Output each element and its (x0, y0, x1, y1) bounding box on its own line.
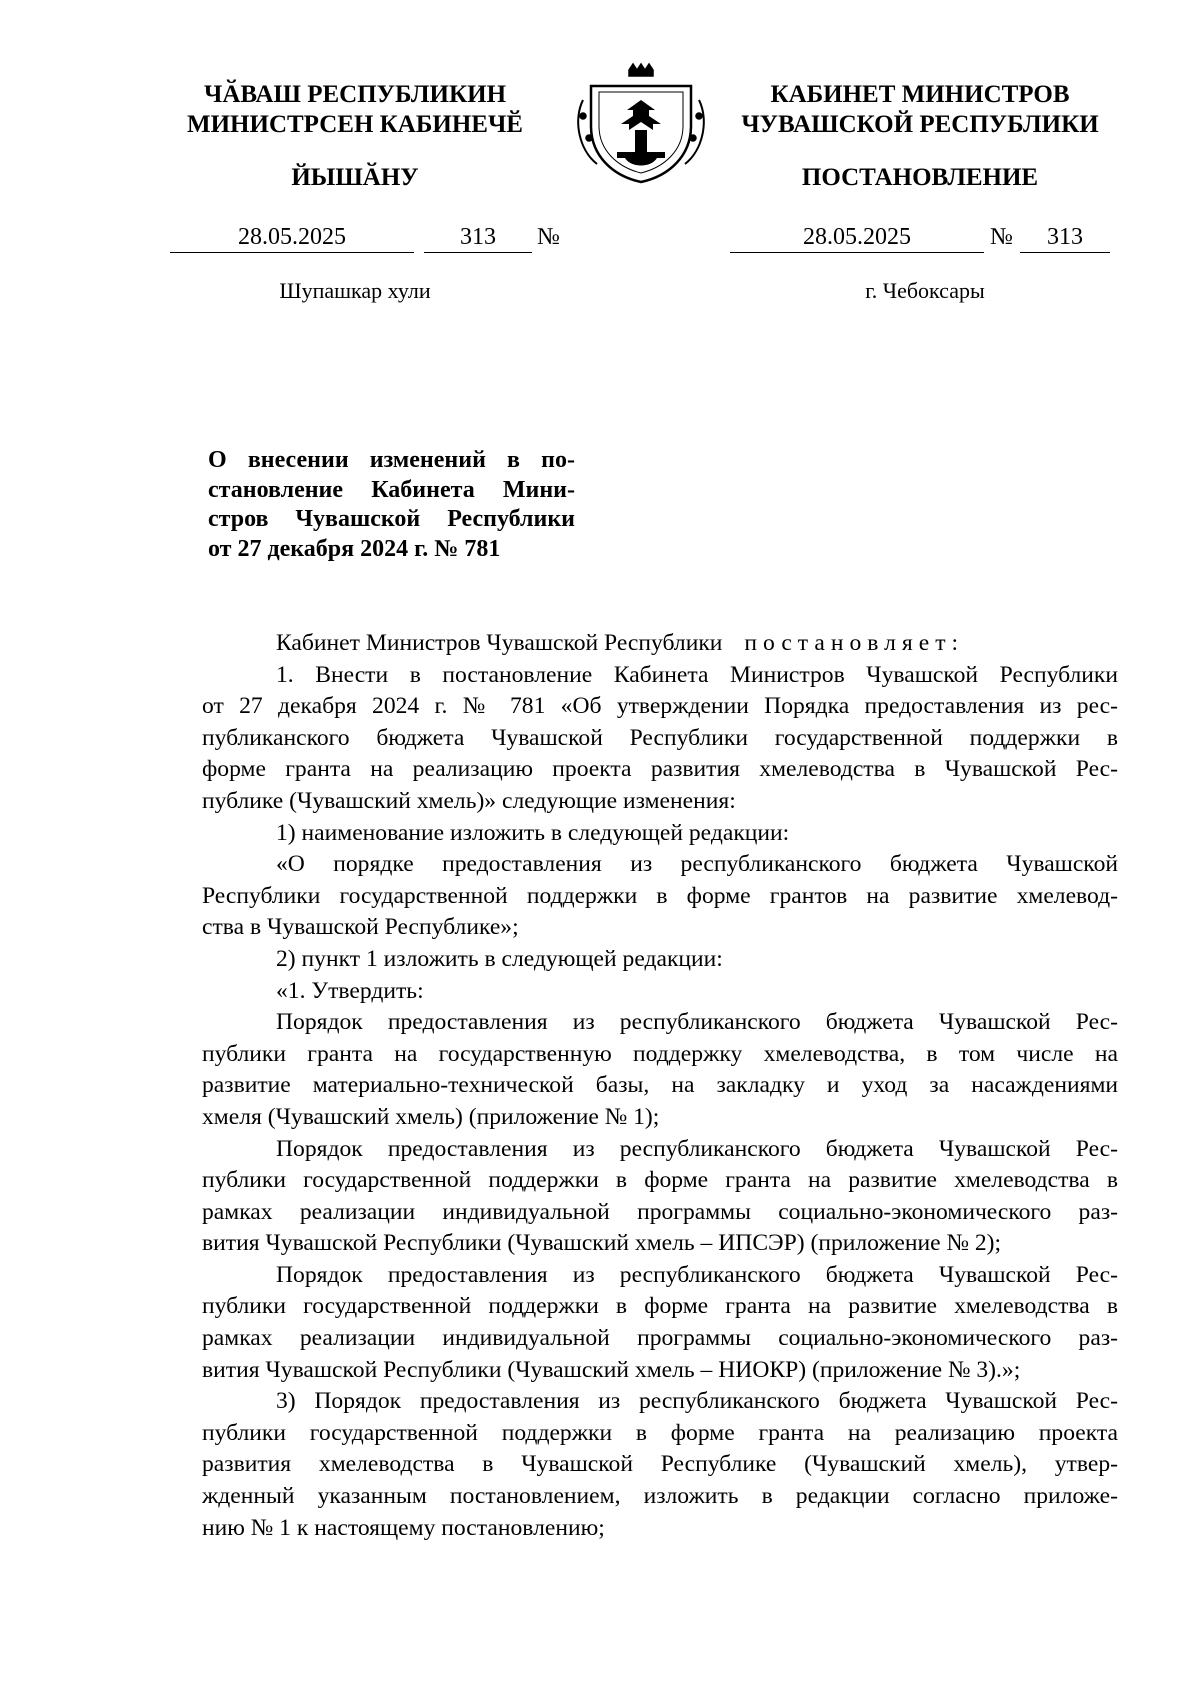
subject-line: О внесении изменений в по- (208, 447, 575, 473)
body-line: 1. Внести в постановление Кабинета Министров Чувашской Республики (276, 661, 1118, 688)
body-line: публиканского бюджета Чувашской Республики государственной поддержки в (202, 724, 1118, 751)
left-number-sign: № (537, 224, 560, 250)
left-org-line1: ЧӐВАШ РЕСПУБЛИКИН (203, 81, 507, 108)
left-org-line2: МИНИСТРСЕН КАБИНЕЧӖ (187, 111, 523, 138)
body-line: ства в Чувашской Республике»; (202, 914, 519, 941)
body-line: рамках реализации индивидуальной программы социально-экономического раз- (202, 1325, 1118, 1352)
body-line: развития хмелеводства в Чувашской Республике (Чувашский хмель), утвер- (202, 1451, 1118, 1478)
right-org-name (700, 80, 1140, 140)
body-line: 3) Порядок предоставления из республиканского бюджета Чувашской Рес- (276, 1388, 1118, 1415)
left-number: 313 (424, 222, 532, 253)
body-line: жденный указанным постановлением, изложить в редакции согласно приложе- (202, 1483, 1118, 1510)
left-date: 28.05.2025 (170, 222, 414, 253)
subject-line: становление Кабинета Мини- (208, 476, 575, 503)
subject-line: стров Чувашской Республики (208, 506, 575, 532)
right-date: 28.05.2025 (730, 222, 984, 253)
right-org-line2: ЧУВАШСКОЙ РЕСПУБЛИКИ (741, 111, 1099, 138)
coat-of-arms-icon (569, 60, 713, 186)
body-line: Республики государственной поддержки в форме грантов на развитие хмелевод- (202, 882, 1118, 909)
left-place: Шупашкар хули (279, 278, 431, 303)
body-line: вития Чувашской Республики (Чувашский хмель – ИПСЭР) (приложение № 2); (202, 1230, 1002, 1257)
body-line: вития Чувашской Республики (Чувашский хмель – НИОКР) (приложение № 3).»; (202, 1356, 1021, 1383)
intro-verb: постановляет: (744, 630, 965, 656)
body-line: «1. Утвердить: (276, 977, 424, 1004)
left-org-name (160, 80, 550, 140)
body-line: рамках реализации индивидуальной программы социально-экономического раз- (202, 1198, 1118, 1225)
left-doc-type: ЙЫШӐНУ (291, 164, 419, 191)
right-doc-type: ПОСТАНОВЛЕНИЕ (801, 164, 1039, 191)
body-line: Порядок предоставления из республиканского бюджета Чувашской Рес- (276, 1135, 1118, 1162)
body-line: публики гранта на государственную поддержку хмелеводства, в том числе на (202, 1040, 1118, 1067)
right-org-line1: КАБИНЕТ МИНИСТРОВ (770, 81, 1070, 108)
body-line: 2) пункт 1 изложить в следующей редакции: (276, 945, 723, 972)
body-line: от 27 декабря 2024 г. № 781 «Об утверждении Порядка предоставления из рес- (202, 693, 1118, 720)
document-subject (208, 446, 575, 564)
body-line: публике (Чувашский хмель)» следующие изменения: (202, 787, 736, 814)
body-line: развитие материально-технической базы, на закладку и уход за насаждениями (202, 1072, 1118, 1099)
body-line: Порядок предоставления из республиканского бюджета Чувашской Рес- (276, 1261, 1118, 1288)
body-line: публики государственной поддержки в форме гранта на развитие хмелеводства в (202, 1167, 1118, 1194)
body-line: «О порядке предоставления из республиканского бюджета Чувашской (276, 851, 1118, 878)
body-line: публики государственной поддержки в форме гранта на развитие хмелеводства в (202, 1293, 1118, 1320)
body-line: форме гранта на реализацию проекта развития хмелеводства в Чувашской Рес- (202, 756, 1118, 783)
right-number-sign: № (990, 224, 1013, 250)
right-place: г. Чебоксары (865, 278, 985, 303)
body-line: публики государственной поддержки в форме гранта на реализацию проекта (202, 1419, 1118, 1446)
right-number: 313 (1020, 222, 1110, 253)
body-line: хмеля (Чувашский хмель) (приложение № 1); (202, 1103, 660, 1130)
intro-line (202, 628, 1118, 660)
body-line: Порядок предоставления из республиканского бюджета Чувашской Рес- (276, 1009, 1118, 1036)
intro-text: Кабинет Министров Чувашской Республики (276, 630, 723, 656)
body-line: нию № 1 к настоящему постановлению; (202, 1514, 605, 1541)
subject-line: от 27 декабря 2024 г. № 781 (208, 535, 501, 562)
document-body (202, 628, 1118, 1544)
body-line: 1) наименование изложить в следующей редакции: (276, 819, 790, 846)
